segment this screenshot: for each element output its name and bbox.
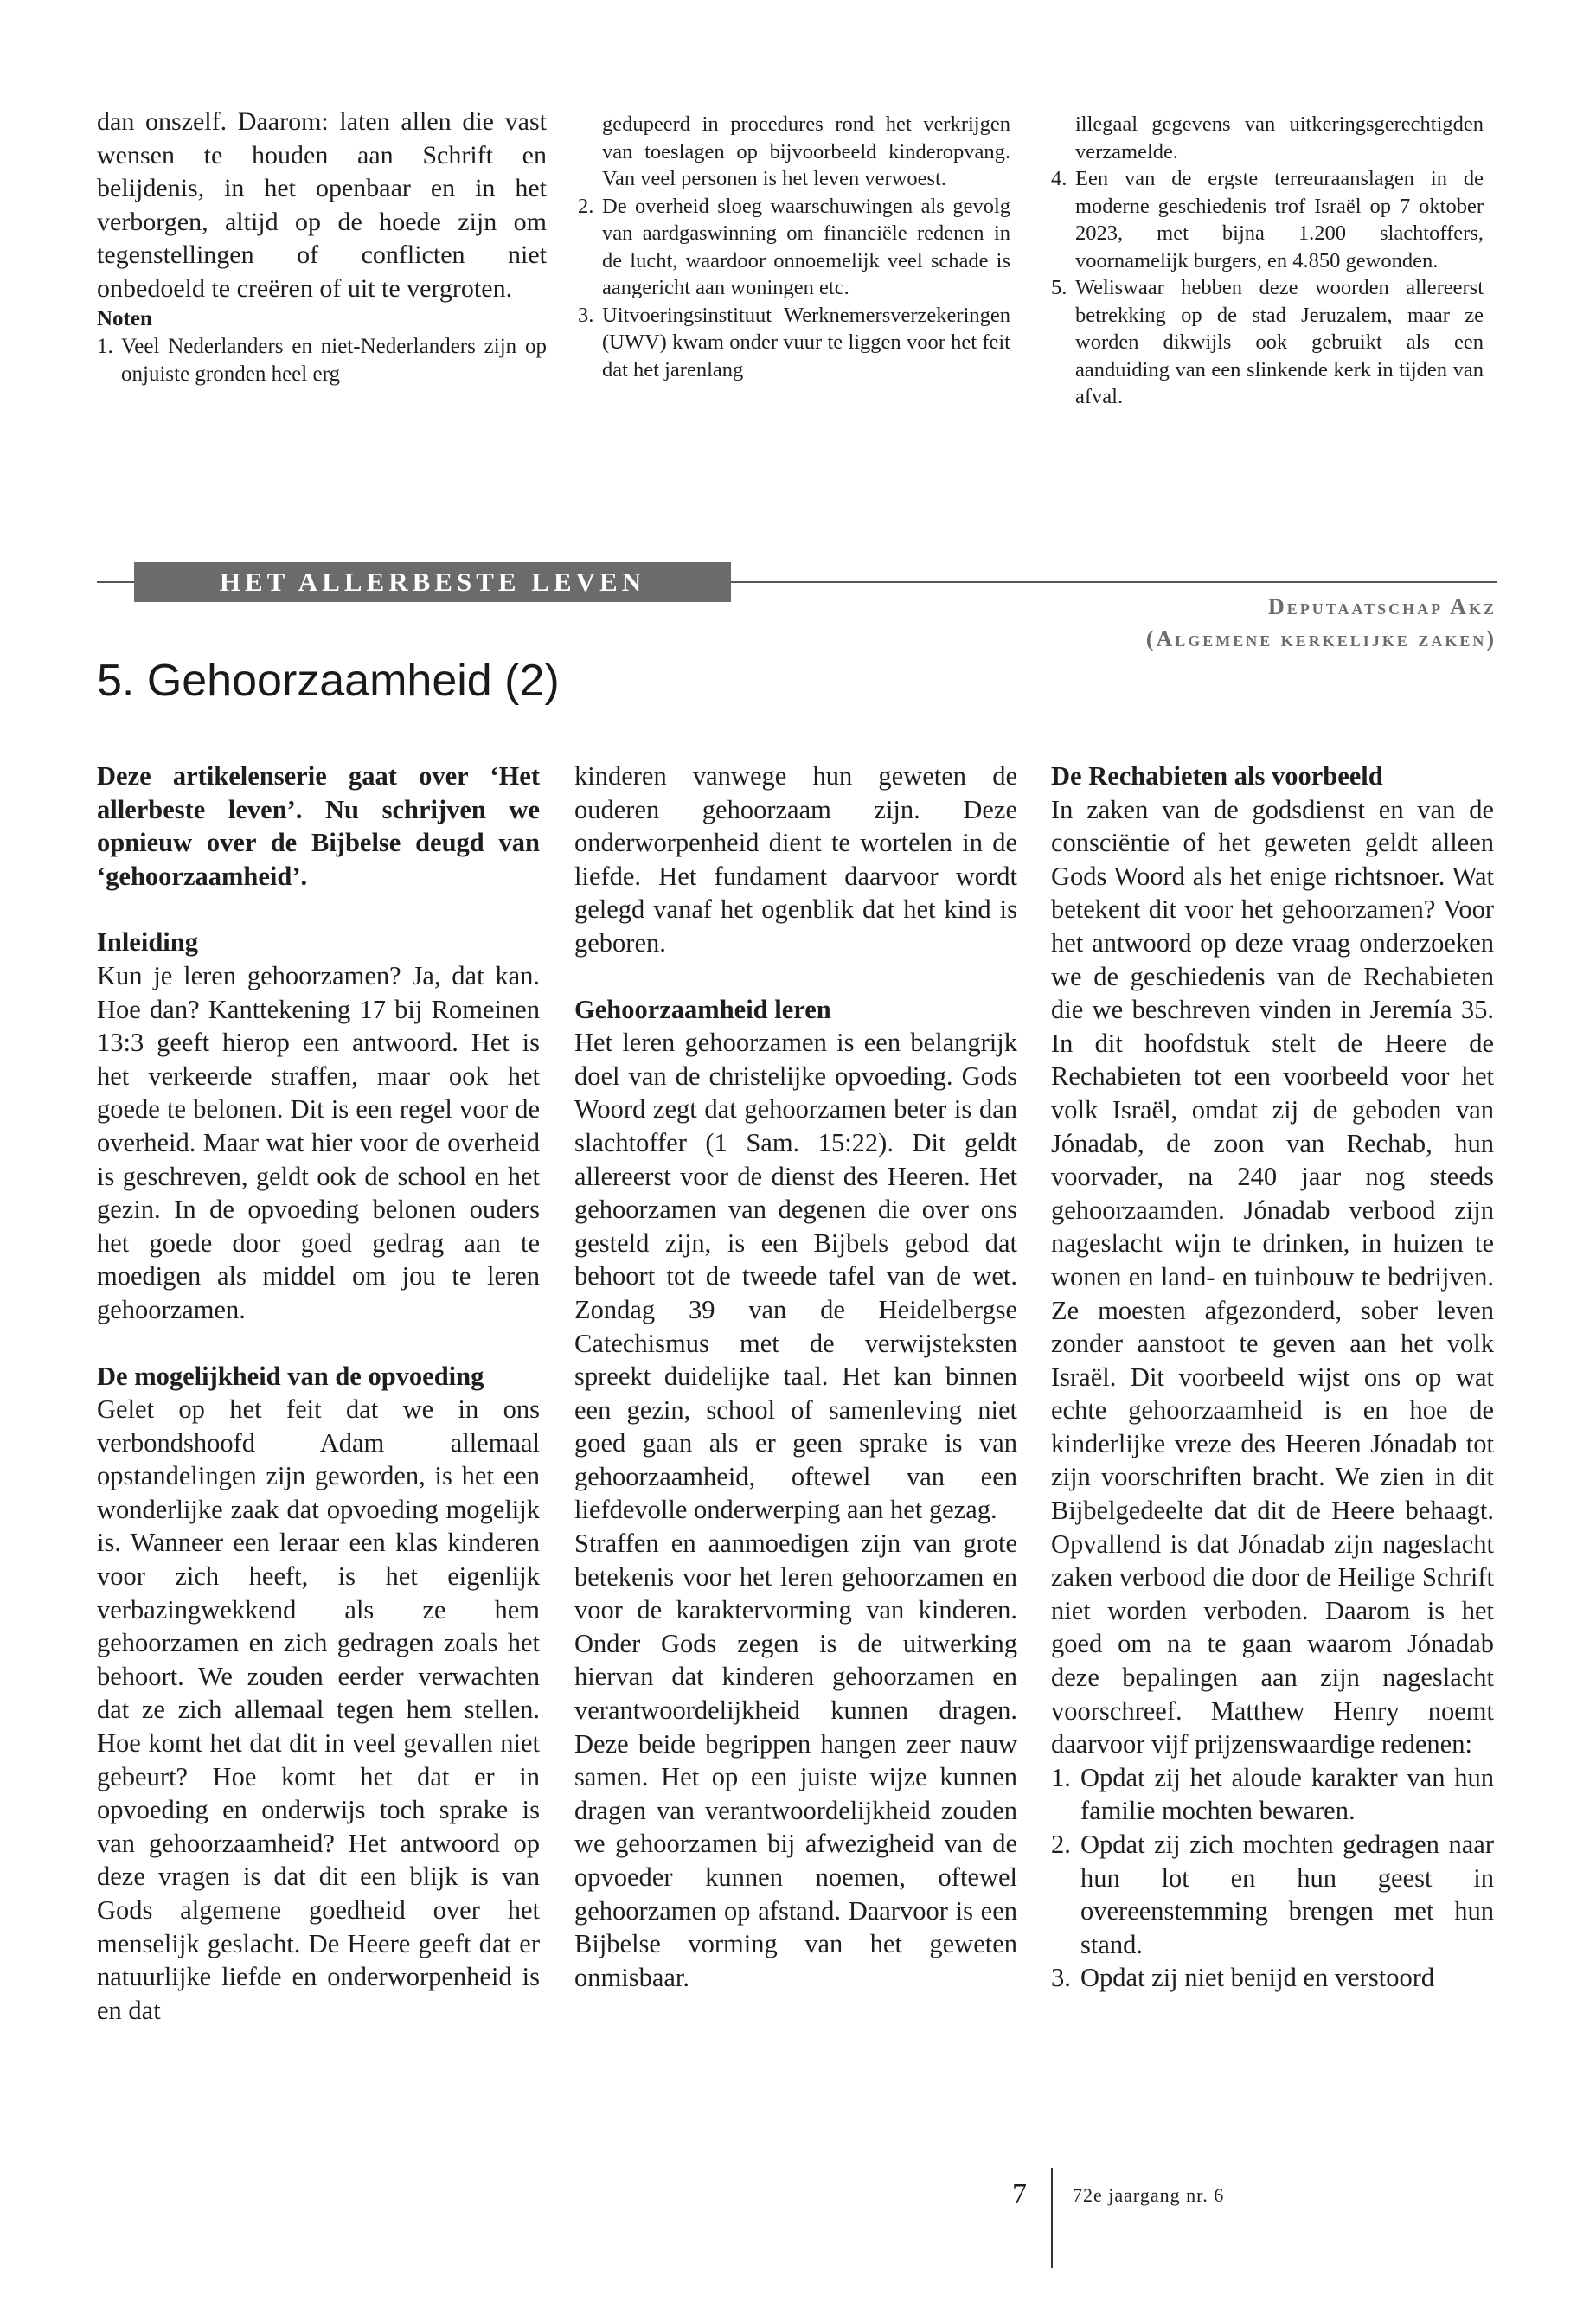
list-item: [1051, 1961, 1494, 1995]
article-column-2: [574, 760, 1017, 1994]
list-text: Opdat zij het aloude karakter van hun familie mochten bewaren.: [1080, 1762, 1494, 1826]
top-column-3: [1051, 111, 1484, 411]
footer-divider: [1051, 2168, 1053, 2268]
issue-label: 72e jaargang nr. 6: [1073, 2184, 1225, 2206]
paragraph-mogelijkheid: Gelet op het feit dat we in ons verbondshoofd Adam allemaal opstandelingen zijn geworden, is het een wonderlijke zaak dat opvoeding mogelijk is. Wanneer een leraar een klas kinderen voor zich heeft, is het eigenlijk verbazingwekkend als ze hem gehoorzamen en zich gedragen zoals het behoort. We zouden eerder verwachten dat ze zich allemaal tegen hem stellen. Hoe komt het dat dit in veel gevallen niet gebeurt? Hoe komt het dat er in opvoeding en onderwijs toch sprake is van gehoorzaamheid? Het antwoord op deze vragen is dat dit een blijk is van Gods algemene goedheid over het menselijk geslacht. De Heere geeft dat er natuurlijke liefde en onderworpenheid is en dat: [97, 1394, 540, 2025]
article-lead: Deze artikelenserie gaat over ‘Het allerbeste leven’. Nu schrijven we opnieuw over de Bijbelse deugd van ‘gehoorzaamheid’.: [97, 761, 540, 891]
note-number: 5.: [1051, 276, 1067, 299]
note-text: Veel Nederlanders en niet-Nederlanders zijn op onjuiste gronden heel erg: [121, 335, 547, 386]
list-text: Opdat zij zich mochten gedragen naar hun lot en hun geest in overeenstemming brengen met hun stand.: [1080, 1830, 1494, 1959]
paragraph-leren: Het leren gehoorzamen is een belangrijk doel van de christelijke opvoeding. Gods Woord zegt dat gehoorzamen beter is dan slachtoffer (1 Sam. 15:22). Dit geldt allereerst voor de dienst des Heeren. Het gehoorzamen van degenen die over ons gesteld zijn, is een Bijbels gebod dat behoort tot de tweede tafel van de wet. Zondag 39 van de Heidelbergse Catechismus met de verwijsteksten spreekt duidelijke taal. Het kan binnen een gezin, school of samenleving niet goed gaan als er geen sprake is van gehoorzaamheid, oftewel van een liefdevolle onderwerping aan het gezag.: [574, 1028, 1017, 1525]
note-text: Een van de ergste terreuraanslagen in de moderne geschiedenis trof Israël op 7 oktober 2023, met bijna 1.200 slachtoffers, voornamelijk burgers, en 4.850 gewonden.: [1075, 167, 1484, 272]
note-number: 3.: [578, 303, 594, 327]
note-5: [1051, 274, 1484, 411]
article-title: 5. Gehoorzaamheid (2): [97, 656, 560, 706]
heading-mogelijkheid: De mogelijkheid van de opvoeding: [97, 1361, 484, 1391]
note-3: [578, 302, 1010, 384]
heading-inleiding: Inleiding: [97, 927, 198, 958]
paragraph-inleiding: Kun je leren gehoorzamen? Ja, dat kan. Hoe dan? Kanttekening 17 bij Romeinen 13:3 geeft hierop een antwoord. Het is het verkeerde straffen, maar ook het goede te belonen. Dit is een regel voor de overheid. Maar wat hier voor de overheid is geschreven, geldt ook de school en het gezin. In de opvoeding belonen ouders het goede door goed gedrag aan te moedigen als middel om jou te leren gehoorzamen.: [97, 960, 540, 1324]
list-number: 1.: [1051, 1762, 1071, 1792]
article-column-1: [97, 760, 540, 2027]
list-text: Opdat zij niet benijd en verstoord: [1080, 1963, 1435, 1993]
closing-paragraph: dan onszelf. Daarom: laten allen die vast wensen te houden aan Schrift en belijdenis, in het openbaar en in het verborgen, altijd op de hoede zijn om tegenstellingen of conflicten niet onbedoeld te creëren of uit te vergroten.: [97, 107, 547, 303]
page-number: 7: [1012, 2178, 1027, 2210]
paragraph-rechabieten: In zaken van de godsdienst en van de consciëntie of het geweten geldt alleen Gods Woord als het enige richtsnoer. Wat betekent dit voor het gehoorzamen? Voor het antwoord op deze vraag onderzoeken we de geschiedenis van de Rechabieten die we beschreven vinden in Jeremía 35. In dit hoofdstuk stelt de Heere de Rechabieten tot een voorbeeld voor het volk Israël, omdat zij de geboden van Jónadab, de zoon van Rechab, hun voorvader, na 240 jaar nog steeds gehoorzaamden. Jónadab verbood zijn nageslacht wijn te drinken, in huizen te wonen en land- en tuinbouw te bedrijven. Ze moesten afgezonderd, sober leven zonder aanstoot te geven aan het volk Israël. Dit voorbeeld wijst ons op wat echte gehoorzaamheid is en hoe de kinderlijke vreze des Heeren Jónadab tot zijn voorschriften bracht. We zien in dit Bijbelgedeelte dat dit de Heere behaagt. Opvallend is dat Jónadab zijn nageslacht zaken verbood die door de Heilige Schrift niet worden verboden. Daarom is het goed om na te gaan waarom Jónadab deze bepalingen aan zijn nageslacht voorschreef. Matthew Henry noemt daarvoor vijf prijzenswaardige redenen:: [1051, 794, 1494, 1759]
paragraph-continued: kinderen vanwege hun geweten de ouderen gehoorzaam zijn. Deze onderworpenheid dient te wortelen in de liefde. Het fundament daarvoor wordt gelegd vanaf het ogenblik dat het kind is geboren.: [574, 761, 1017, 958]
note-text: Uitvoeringsinstituut Werknemersverzekeringen (UWV) kwam onder vuur te liggen voor het feit dat het jarenlang: [602, 303, 1010, 381]
note-3-continued: illegaal gegevens van uitkeringsgerechtigden verzamelde.: [1075, 112, 1484, 163]
heading-rechabieten: De Rechabieten als voorbeeld: [1051, 761, 1383, 791]
note-number: 2.: [578, 194, 594, 218]
note-number: 4.: [1051, 167, 1067, 190]
department-credit: [1146, 591, 1497, 655]
list-number: 2.: [1051, 1830, 1071, 1859]
department-name: Deputaatschap Akz: [1268, 594, 1497, 619]
note-1: [97, 333, 547, 388]
article-column-3: [1051, 760, 1494, 1995]
note-1-continued: gedupeerd in procedures rond het verkrijgen van toeslagen op bijvoorbeeld kinderopvang. Van veel personen is het leven verwoest.: [602, 112, 1010, 190]
department-subtitle: (Algemene kerkelijke zaken): [1145, 626, 1497, 651]
top-column-1: [97, 106, 547, 388]
note-4: [1051, 165, 1484, 274]
top-column-2: [578, 111, 1010, 383]
note-text: De overheid sloeg waarschuwingen als gevolg van aardgaswinning om financiële redenen in de lucht, waardoor onnoemelijk veel schade is aangericht aan woningen etc.: [602, 194, 1010, 299]
series-banner: HET ALLERBESTE LEVEN: [134, 562, 731, 602]
note-2: [578, 193, 1010, 302]
paragraph-straffen: Straffen en aanmoedigen zijn van grote betekenis voor het leren gehoorzamen en voor de karaktervorming van kinderen. Onder Gods zegen is de uitwerking hiervan dat kinderen gehoorzamen en verantwoordelijkheid kunnen dragen. Deze beide begrippen hangen zeer nauw samen. Het op een juiste wijze kunnen dragen van verantwoordelijkheid zouden we gehoorzamen bij afwezigheid van de opvoeder kunnen noemen, oftewel gehoorzamen op afstand. Daarvoor is een Bijbelse vorming van het geweten onmisbaar.: [574, 1529, 1017, 1992]
note-text: Weliswaar hebben deze woorden allereerst betrekking op de stad Jeruzalem, maar ze worden dikwijls ook gebruikt als een aanduiding van een slinkende kerk in tijden van afval.: [1075, 276, 1484, 408]
notes-heading: Noten: [97, 307, 152, 330]
note-number: 1.: [97, 335, 113, 358]
list-item: [1051, 1828, 1494, 1961]
heading-gehoorzaamheid-leren: Gehoorzaamheid leren: [574, 994, 831, 1024]
list-number: 3.: [1051, 1963, 1071, 1993]
list-item: [1051, 1761, 1494, 1828]
